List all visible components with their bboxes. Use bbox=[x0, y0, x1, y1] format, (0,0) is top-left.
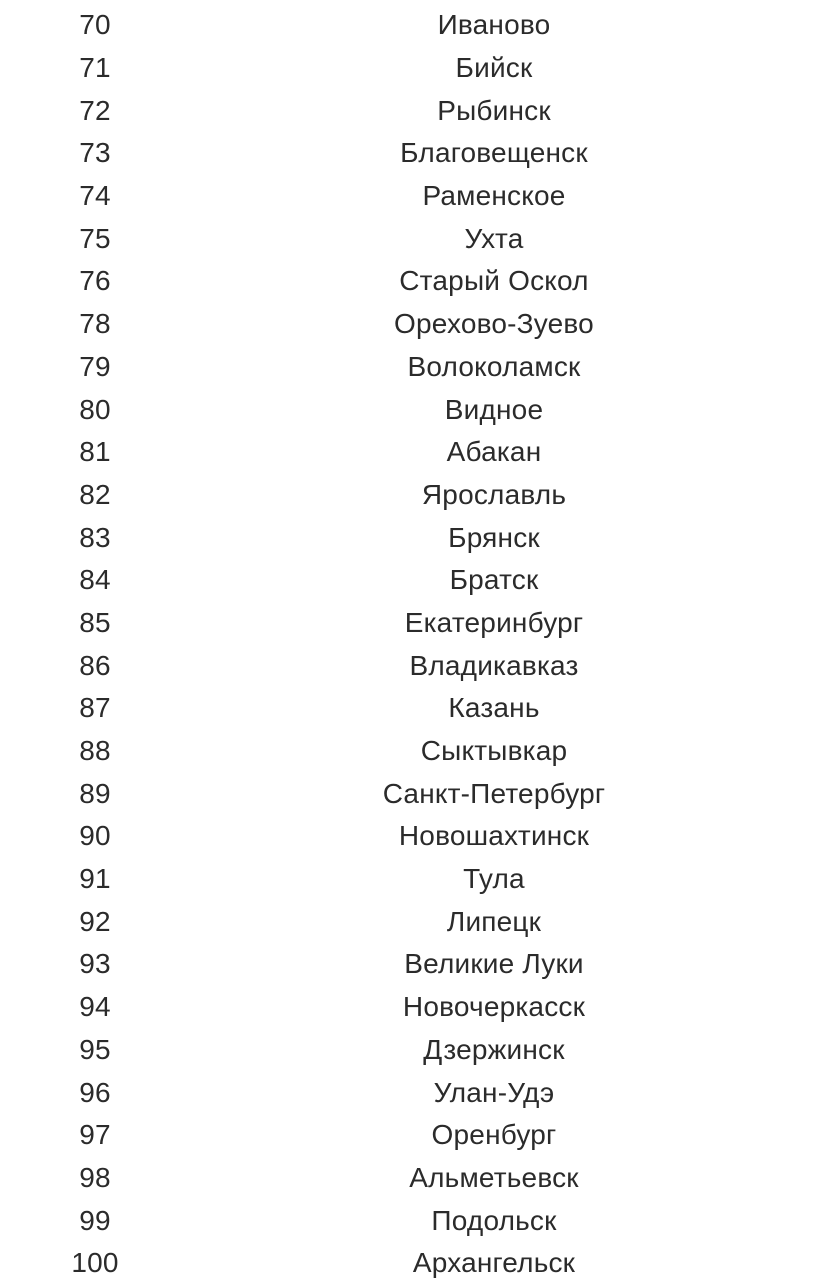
city-name: Орехово-Зуево bbox=[394, 308, 594, 340]
table-row bbox=[0, 431, 838, 474]
table-row bbox=[0, 644, 838, 687]
rank-number: 89 bbox=[79, 777, 111, 809]
city-name: Сыктывкар bbox=[420, 735, 568, 767]
rank-number: 75 bbox=[79, 222, 111, 254]
table-row bbox=[0, 516, 838, 559]
rank-number: 100 bbox=[71, 1247, 119, 1279]
table-row bbox=[0, 772, 838, 815]
rank-number: 70 bbox=[79, 9, 111, 41]
rank-number: 85 bbox=[79, 606, 111, 638]
rank-number: 90 bbox=[79, 820, 111, 852]
table-row bbox=[0, 175, 838, 218]
city-name: Тула bbox=[463, 863, 525, 895]
rank-number: 96 bbox=[79, 1076, 111, 1108]
table-row bbox=[0, 815, 838, 858]
city-name: Братск bbox=[449, 564, 539, 596]
rank-number: 76 bbox=[79, 265, 111, 297]
rank-number: 92 bbox=[79, 905, 111, 937]
table-row bbox=[0, 1071, 838, 1114]
rank-number: 88 bbox=[79, 735, 111, 767]
table-row bbox=[0, 1029, 838, 1072]
rank-number: 99 bbox=[79, 1204, 111, 1236]
table-row bbox=[0, 858, 838, 901]
city-name: Новочеркасск bbox=[402, 991, 586, 1023]
rank-number: 72 bbox=[79, 94, 111, 126]
table-row bbox=[0, 1199, 838, 1242]
rank-number: 97 bbox=[79, 1119, 111, 1151]
rank-number: 87 bbox=[79, 692, 111, 724]
table-row bbox=[0, 4, 838, 47]
rank-number: 95 bbox=[79, 1033, 111, 1065]
city-name: Оренбург bbox=[431, 1119, 557, 1151]
city-name: Раменское bbox=[422, 180, 566, 212]
rank-number: 83 bbox=[79, 521, 111, 553]
table-row bbox=[0, 602, 838, 645]
city-name: Альметьевск bbox=[409, 1161, 579, 1193]
table-row bbox=[0, 303, 838, 346]
city-name: Благовещенск bbox=[400, 137, 588, 169]
city-name: Иваново bbox=[437, 9, 551, 41]
table-row bbox=[0, 217, 838, 260]
table-row bbox=[0, 47, 838, 90]
city-name: Ухта bbox=[464, 222, 524, 254]
rank-number: 78 bbox=[79, 308, 111, 340]
table-row bbox=[0, 943, 838, 986]
city-name: Владикавказ bbox=[409, 649, 579, 681]
rank-number: 71 bbox=[79, 52, 111, 84]
city-name: Рыбинск bbox=[437, 94, 551, 126]
table-row bbox=[0, 1242, 838, 1285]
table-row bbox=[0, 260, 838, 303]
table-row bbox=[0, 388, 838, 431]
city-name: Брянск bbox=[448, 521, 540, 553]
city-name: Липецк bbox=[446, 905, 542, 937]
rank-number: 94 bbox=[79, 991, 111, 1023]
rank-number: 74 bbox=[79, 180, 111, 212]
city-name: Ярославль bbox=[421, 478, 567, 510]
city-name: Новошахтинск bbox=[398, 820, 590, 852]
city-name: Архангельск bbox=[412, 1247, 576, 1279]
city-name: Абакан bbox=[446, 436, 542, 468]
city-name: Дзержинск bbox=[423, 1033, 565, 1065]
city-name: Великие Луки bbox=[404, 948, 584, 980]
rank-number: 73 bbox=[79, 137, 111, 169]
table-row bbox=[0, 89, 838, 132]
city-name: Санкт-Петербург bbox=[382, 777, 606, 809]
table-row bbox=[0, 559, 838, 602]
city-name: Видное bbox=[444, 393, 544, 425]
city-name: Бийск bbox=[455, 52, 533, 84]
table-row bbox=[0, 1114, 838, 1157]
city-name: Казань bbox=[448, 692, 540, 724]
city-name: Подольск bbox=[431, 1204, 557, 1236]
rank-number: 81 bbox=[79, 436, 111, 468]
table-row bbox=[0, 346, 838, 389]
table-row bbox=[0, 730, 838, 773]
rank-number: 84 bbox=[79, 564, 111, 596]
rank-number: 82 bbox=[79, 478, 111, 510]
table-row bbox=[0, 474, 838, 517]
rank-number: 91 bbox=[79, 863, 111, 895]
table-row bbox=[0, 986, 838, 1029]
rank-number: 93 bbox=[79, 948, 111, 980]
rank-number: 80 bbox=[79, 393, 111, 425]
rank-number: 98 bbox=[79, 1161, 111, 1193]
rank-number: 79 bbox=[79, 350, 111, 382]
table-row bbox=[0, 687, 838, 730]
city-name: Волоколамск bbox=[407, 350, 581, 382]
table-row bbox=[0, 900, 838, 943]
city-name: Улан-Удэ bbox=[433, 1076, 555, 1108]
table-row bbox=[0, 132, 838, 175]
city-name: Екатеринбург bbox=[404, 606, 584, 638]
rank-number: 86 bbox=[79, 649, 111, 681]
table-row bbox=[0, 1157, 838, 1200]
city-name: Старый Оскол bbox=[399, 265, 589, 297]
